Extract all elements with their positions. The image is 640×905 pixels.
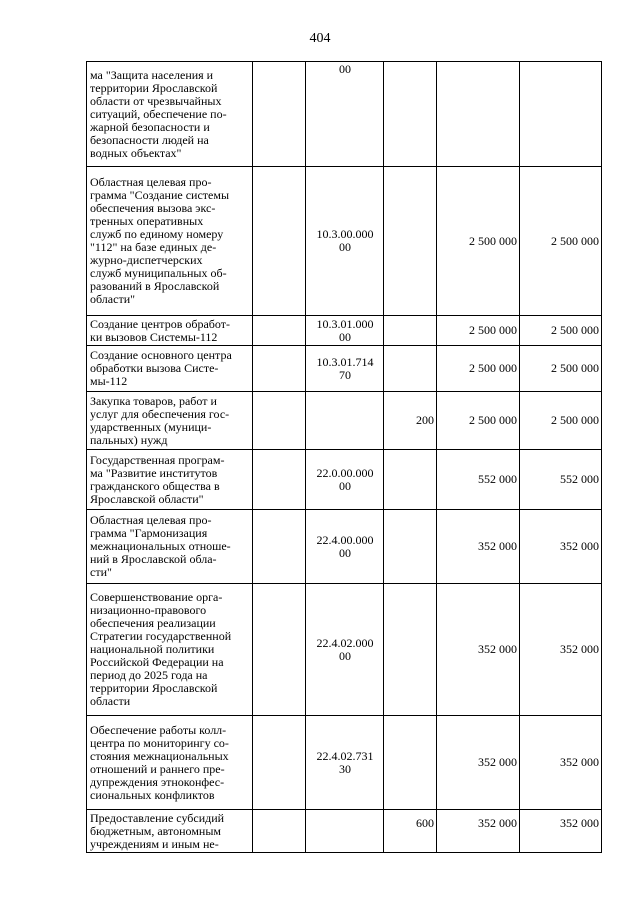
row-expense-type (384, 584, 437, 716)
row-name: ма "Защита населения и территории Ярославской области от чрезвычайных ситуаций, обеспечение по- жарной безопасности и безопасности людей на водных объектах" (87, 62, 253, 167)
row-amount-1: 552 000 (437, 450, 520, 510)
row-code: 10.3.01.714 70 (306, 346, 384, 392)
row-code: 00 (306, 62, 384, 167)
row-code: 22.4.02.000 00 (306, 584, 384, 716)
row-expense-type (384, 316, 437, 346)
empty-cell (253, 392, 306, 450)
table-row (87, 167, 602, 316)
row-amount-2: 552 000 (520, 450, 602, 510)
row-amount-1: 352 000 (437, 810, 520, 853)
row-expense-type (384, 716, 437, 810)
empty-cell (253, 346, 306, 392)
row-expense-type (384, 62, 437, 167)
row-amount-2 (520, 62, 602, 167)
row-amount-1: 2 500 000 (437, 167, 520, 316)
row-expense-type (384, 510, 437, 584)
empty-cell (253, 810, 306, 853)
table-row (87, 450, 602, 510)
row-amount-2: 2 500 000 (520, 346, 602, 392)
row-amount-1: 352 000 (437, 716, 520, 810)
row-code (306, 810, 384, 853)
row-amount-1 (437, 62, 520, 167)
table-row (87, 810, 602, 853)
empty-cell (253, 62, 306, 167)
row-expense-type: 600 (384, 810, 437, 853)
page-number: 404 (309, 31, 331, 46)
row-amount-2: 2 500 000 (520, 392, 602, 450)
row-name: Предоставление субсидий бюджетным, автономным учреждениям и иным не- (87, 810, 253, 853)
table-row (87, 510, 602, 584)
empty-cell (253, 167, 306, 316)
row-amount-1: 2 500 000 (437, 392, 520, 450)
row-amount-1: 352 000 (437, 584, 520, 716)
row-code: 22.4.02.731 30 (306, 716, 384, 810)
row-amount-2: 352 000 (520, 810, 602, 853)
row-amount-1: 2 500 000 (437, 316, 520, 346)
row-amount-1: 2 500 000 (437, 346, 520, 392)
row-expense-type (384, 167, 437, 316)
row-amount-2: 352 000 (520, 510, 602, 584)
row-expense-type (384, 346, 437, 392)
empty-cell (253, 316, 306, 346)
empty-cell (253, 716, 306, 810)
empty-cell (253, 450, 306, 510)
row-name: Совершенствование орга- низационно-правового обеспечения реализации Стратегии государственной национальной политики Российской Федерации на период до 2025 года на территории Ярославской области (87, 584, 253, 716)
row-name: Областная целевая про- грамма "Гармонизация межнациональных отноше- ний в Ярославской обла- сти" (87, 510, 253, 584)
table-row (87, 62, 602, 167)
row-code: 22.4.00.000 00 (306, 510, 384, 584)
row-amount-2: 2 500 000 (520, 167, 602, 316)
row-name: Государственная програм- ма "Развитие институтов гражданского общества в Ярославской области" (87, 450, 253, 510)
empty-cell (253, 584, 306, 716)
row-code: 10.3.00.000 00 (306, 167, 384, 316)
row-expense-type: 200 (384, 392, 437, 450)
row-expense-type (384, 450, 437, 510)
row-amount-2: 2 500 000 (520, 316, 602, 346)
row-amount-2: 352 000 (520, 716, 602, 810)
table-row (87, 346, 602, 392)
row-code (306, 392, 384, 450)
row-name: Областная целевая про- грамма "Создание системы обеспечения вызова экс- тренных оперативных служб по единому номеру "112" на базе единых де- журно-диспетчерских служб муниципальных об- разований в Ярославской области" (87, 167, 253, 316)
table-row (87, 316, 602, 346)
row-code: 22.0.00.000 00 (306, 450, 384, 510)
table-row (87, 716, 602, 810)
row-name: Обеспечение работы колл- центра по мониторингу со- стояния межнациональных отношений и раннего пре- дупреждения этноконфес- сиональных конфликтов (87, 716, 253, 810)
table-row (87, 392, 602, 450)
row-amount-2: 352 000 (520, 584, 602, 716)
row-name: Закупка товаров, работ и услуг для обеспечения гос- ударственных (муници- пальных) нужд (87, 392, 253, 450)
budget-table (86, 61, 602, 853)
row-code: 10.3.01.000 00 (306, 316, 384, 346)
row-name: Создание основного центра обработки вызова Систе- мы-112 (87, 346, 253, 392)
row-amount-1: 352 000 (437, 510, 520, 584)
table-row (87, 584, 602, 716)
empty-cell (253, 510, 306, 584)
row-name: Создание центров обработ- ки вызовов Системы-112 (87, 316, 253, 346)
